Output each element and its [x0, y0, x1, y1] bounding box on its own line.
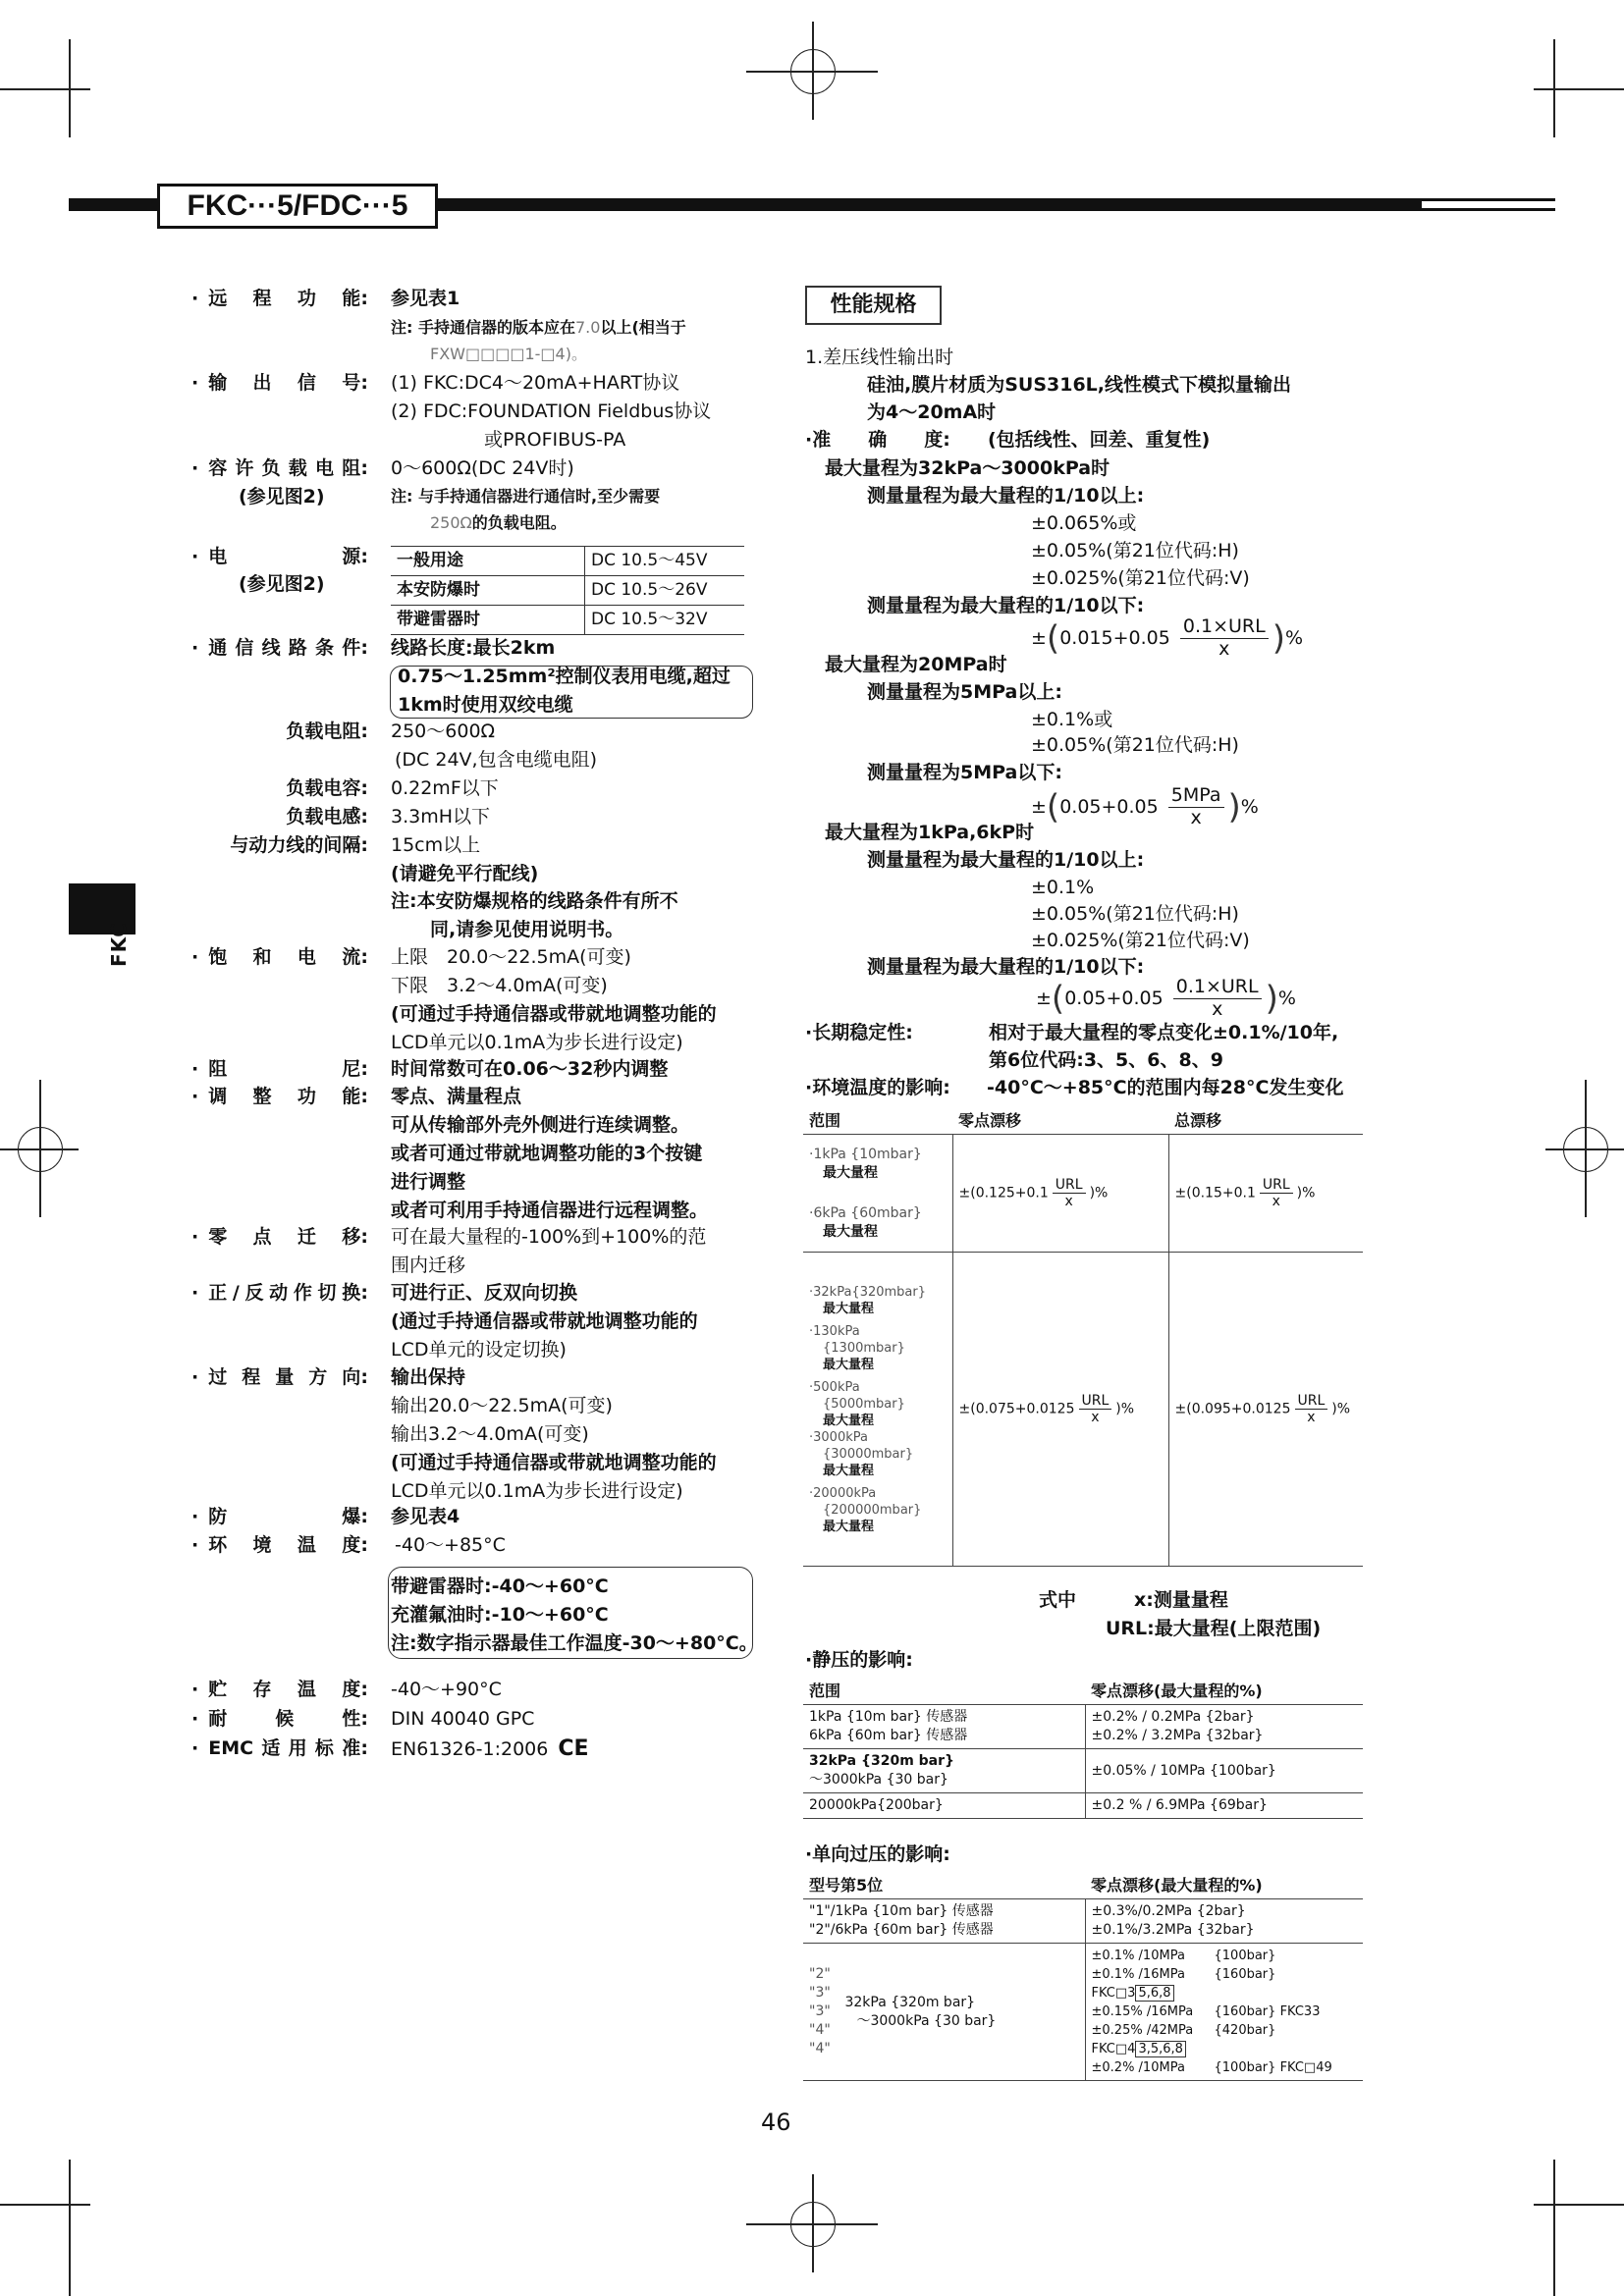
table-row: 本安防爆时 DC 10.5～26V: [391, 576, 744, 606]
ce-mark: CE: [558, 1736, 589, 1761]
table-row: 1kPa {10m bar} 传感器 6kPa {60m bar} 传感器 ±0.2% / 0.2MPa {2bar} ±0.2% / 3.2MPa {32bar}: [803, 1705, 1363, 1749]
table-row: "2" "3" "3" "4" "4" 32kPa {320m bar} ～3000kPa {30 bar} ±0.1% /10MPa {100bar} ±0.1% /16MPa {160bar} FKC□3 5,6,8 ±0.15% /16MPa {160bar} FKC33 ±0.25% /42MPa {420bar} FKC□4 3,5,6,8 ±0.2% /10MPa {100bar} FKC□49: [803, 1944, 1363, 2081]
r1-above: 测量量程为最大量程的1/10以上:: [867, 485, 1145, 507]
table-row: ·32kPa{320mbar} 最大量程 ·130kPa {1300mbar} 最大量程 ·500kPa {5000mbar} 最大量程 ·3000kPa {30000mbar} 最大量程 ·20000kPa {200000mbar} 最大量程 ±(0.075+0.0125 $\frac{\text{URL}}{x}$ )% ±(0.095+0.0125 $\frac{\text{URL}}{x}$ )%: [803, 1253, 1363, 1567]
r2-acc-1: ±0.1%或: [1031, 709, 1113, 730]
heading-dp-linear: 1.差压线性输出时: [805, 347, 954, 368]
long-term-label: ·长期稳定性:: [805, 1022, 913, 1043]
long-term-2: 第6位代码:3、5、6、8、9: [989, 1049, 1223, 1071]
r1-acc-3: ±0.025%(第21位代码:V): [1031, 567, 1250, 589]
formula-2: ±(0.05+0.05 $\frac{\text{5MPa}}{x}$ )%: [1031, 784, 1259, 828]
static-effect-label: ·静压的影响:: [805, 1649, 913, 1671]
temp-effect-value: -40°C～+85°C的范围内每28°C发生变化: [987, 1077, 1344, 1098]
table-header-row: 型号第5位 零点漂移(最大量程的%): [803, 1870, 1363, 1899]
overpressure-table: [803, 1870, 1363, 2081]
table-header-row: 范围 零点漂移(最大量程的%): [803, 1676, 1363, 1705]
r1-acc-2: ±0.05%(第21位代码:H): [1031, 540, 1239, 561]
power-table: [391, 546, 744, 635]
side-tab-label: FKC: [107, 922, 131, 967]
table-row: 32kPa {320m bar} ～3000kPa {30 bar} ±0.05% / 10MPa {100bar}: [803, 1749, 1363, 1793]
table-header-row: 范围 零点漂移 总漂移: [803, 1105, 1363, 1135]
r3-acc-3: ±0.025%(第21位代码:V): [1031, 930, 1250, 951]
range-20mpa: 最大量程为20MPa时: [825, 654, 1007, 675]
overpressure-label: ·单向过压的影响:: [805, 1843, 950, 1865]
r1-acc-1: ±0.065%或: [1031, 512, 1137, 534]
table-row: 20000kPa{200bar} ±0.2 % / 6.9MPa {69bar}: [803, 1793, 1363, 1819]
long-term-1: 相对于最大量程的零点变化±0.1%/10年,: [989, 1022, 1339, 1043]
section-title: 性能规格: [805, 286, 942, 325]
r1-below: 测量量程为最大量程的1/10以下:: [867, 595, 1145, 616]
r3-acc-2: ±0.05%(第21位代码:H): [1031, 903, 1239, 925]
r3-acc-1: ±0.1%: [1031, 877, 1095, 898]
static-pressure-table: [803, 1676, 1363, 1819]
table-row: 带避雷器时 DC 10.5～32V: [391, 606, 744, 635]
accuracy-label: ·准 确 度:: [805, 429, 950, 451]
table-row: 一般用途 DC 10.5～45V: [391, 547, 744, 576]
range-1k-6k: 最大量程为1kPa,6kP时: [825, 822, 1035, 843]
dp-linear-desc-1: 硅油,膜片材质为SUS316L,线性模式下模拟量输出: [867, 374, 1292, 396]
r2-above: 测量量程为5MPa以上:: [867, 681, 1062, 703]
formula-3: ±(0.05+0.05 $\frac{\text{0.1×URL}}{x}$ )%: [1036, 976, 1296, 1020]
r2-below: 测量量程为5MPa以下:: [867, 762, 1062, 783]
header-rule-gap: [1422, 201, 1555, 208]
r3-above: 测量量程为最大量程的1/10以上:: [867, 849, 1145, 871]
temp-effect-label: ·环境温度的影响:: [805, 1077, 950, 1098]
r3-below: 测量量程为最大量程的1/10以下:: [867, 956, 1145, 978]
table-row: "1"/1kPa {10m bar} 传感器 "2"/6kPa {60m bar} 传感器 ±0.3%/0.2MPa {2bar} ±0.1%/3.2MPa {32bar}: [803, 1899, 1363, 1944]
legend-label: 式中: [1039, 1589, 1077, 1611]
accuracy-value: (包括线性、回差、重复性): [988, 429, 1211, 451]
r2-acc-2: ±0.05%(第21位代码:H): [1031, 734, 1239, 756]
header-title: FKC···5/FDC···5: [157, 184, 438, 229]
table-row: ·1kPa {10mbar} 最大量程 ·6kPa {60mbar} 最大量程 ±(0.125+0.1 $\frac{\text{URL}}{x}$ )% ±(0.15+0.1 $\frac{\text{URL}}{x}$ )%: [803, 1135, 1363, 1253]
range-32k-3000k: 最大量程为32kPa～3000kPa时: [825, 457, 1110, 479]
formula-1: ±(0.015+0.05 $\frac{\text{0.1×URL}}{x}$ )%: [1031, 615, 1304, 660]
dp-linear-desc-2: 为4～20mA时: [867, 401, 997, 423]
legend-url: URL:最大量程(上限范围): [1106, 1618, 1322, 1639]
temp-effect-table: [803, 1105, 1363, 1567]
legend-x: x:测量量程: [1134, 1589, 1228, 1611]
page-number: 46: [761, 2109, 791, 2136]
